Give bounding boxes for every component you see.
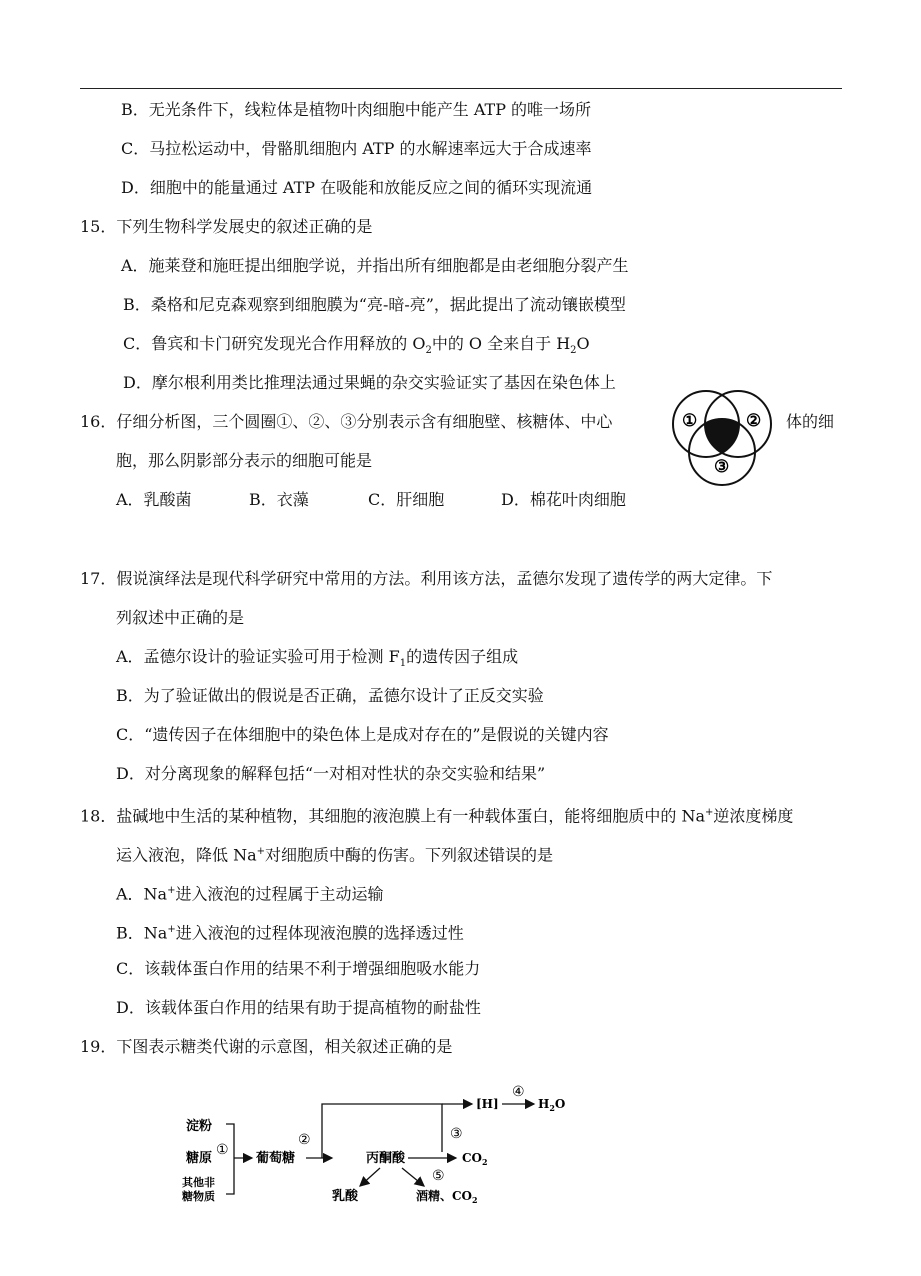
diagram-h: [H] xyxy=(476,1097,499,1111)
diagram-lactic: 乳酸 xyxy=(332,1189,359,1204)
diagram-glycogen: 糖原 xyxy=(186,1151,213,1166)
q15-stem: 15．下列生物科学发展史的叙述正确的是 xyxy=(80,217,373,236)
diagram-ethanol: 酒精、$CO_2$ xyxy=(416,1189,478,1205)
q14-option-d: D．细胞中的能量通过 ATP 在吸能和放能反应之间的循环实现流通 xyxy=(121,178,593,197)
diagram-num-5: ⑤ xyxy=(432,1168,445,1184)
diagram-arrow-lactic xyxy=(360,1168,380,1186)
q15-option-b: B．桑格和尼克森观察到细胞膜为“亮-暗-亮”，据此提出了流动镶嵌模型 xyxy=(123,295,626,314)
diagram-co2: $CO_2$ xyxy=(462,1151,488,1167)
q15-option-c: C．鲁宾和卡门研究发现光合作用释放的 $O_2$中的 O 全来自于 $H_2O$ xyxy=(123,334,590,357)
q18-option-d: D．该载体蛋白作用的结果有助于提高植物的耐盐性 xyxy=(116,998,481,1017)
q18-stem-part2: 运入液泡，降低 Na+对细胞质中酶的伤害。下列叙述错误的是 xyxy=(116,845,554,865)
q17-option-d: D．对分离现象的解释包括“一对相对性状的杂交实验和结果” xyxy=(116,764,546,783)
sugar-metabolism-diagram xyxy=(170,1078,590,1210)
q18-option-a: A．Na+进入液泡的过程属于主动运输 xyxy=(116,884,384,904)
venn-diagram xyxy=(660,386,785,492)
venn-label-3: ③ xyxy=(714,457,730,477)
diagram-pyruvate: 丙酮酸 xyxy=(366,1151,406,1166)
q14-option-c: C．马拉松运动中，骨骼肌细胞内 ATP 的水解速率远大于合成速率 xyxy=(121,139,592,158)
diagram-num-3: ③ xyxy=(450,1126,463,1142)
diagram-other-2: 糖物质 xyxy=(182,1190,215,1203)
q16-option-a: A．乳酸菌 xyxy=(116,490,192,509)
q17-stem-part2: 列叙述中正确的是 xyxy=(116,608,245,627)
diagram-starch: 淀粉 xyxy=(186,1119,213,1134)
q16-option-d: D．棉花叶肉细胞 xyxy=(501,490,626,509)
q14-option-b: B．无光条件下，线粒体是植物叶肉细胞中能产生 ATP 的唯一场所 xyxy=(121,100,592,119)
diagram-bracket xyxy=(226,1124,234,1194)
q16-stem-part2: 体的细 xyxy=(786,412,835,431)
q18-option-c: C．该载体蛋白作用的结果不利于增强细胞吸水能力 xyxy=(116,959,481,978)
diagram-other-1: 其他非 xyxy=(182,1176,215,1189)
q17-stem-part1: 17．假说演绎法是现代科学研究中常用的方法。利用该方法，孟德尔发现了遗传学的两大定律。下 xyxy=(80,569,773,588)
q18-stem-part1: 18．盐碱地中生活的某种植物，其细胞的液泡膜上有一种载体蛋白，能将细胞质中的 Na+逆浓度梯度 xyxy=(80,806,794,826)
q19-stem: 19．下图表示糖类代谢的示意图，相关叙述正确的是 xyxy=(80,1037,453,1056)
q17-option-a: A．孟德尔设计的验证实验可用于检测 $F_1$的遗传因子组成 xyxy=(116,647,519,670)
q17-option-b: B．为了验证做出的假说是否正确，孟德尔设计了正反交实验 xyxy=(116,686,544,705)
q16-option-b: B．衣藻 xyxy=(249,490,309,509)
q16-stem-part3: 胞，那么阴影部分表示的细胞可能是 xyxy=(116,451,373,470)
diagram-water: $H_2O$ xyxy=(538,1097,566,1113)
q15-option-a: A．施莱登和施旺提出细胞学说，并指出所有细胞都是由老细胞分裂产生 xyxy=(121,256,629,275)
q16-stem-part1: 16．仔细分析图，三个圆圈①、②、③分别表示含有细胞壁、核糖体、中心 xyxy=(80,412,613,431)
q16-option-c: C．肝细胞 xyxy=(368,490,445,509)
q17-option-c: C．“遗传因子在体细胞中的染色体上是成对存在的”是假说的关键内容 xyxy=(116,725,609,744)
diagram-num-4: ④ xyxy=(512,1084,525,1100)
q15-option-d: D．摩尔根利用类比推理法通过果蝇的杂交实验证实了基因在染色体上 xyxy=(123,373,616,392)
q18-option-b: B．Na+进入液泡的过程体现液泡膜的选择透过性 xyxy=(116,923,464,943)
diagram-num-2: ② xyxy=(298,1132,311,1148)
venn-label-2: ② xyxy=(746,411,762,431)
diagram-aerobic-line xyxy=(322,1104,442,1158)
venn-label-1: ① xyxy=(682,411,698,431)
diagram-arrow-5 xyxy=(402,1168,424,1186)
diagram-num-1: ① xyxy=(216,1142,229,1158)
diagram-glucose: 葡萄糖 xyxy=(256,1151,296,1166)
header-rule xyxy=(80,88,842,89)
